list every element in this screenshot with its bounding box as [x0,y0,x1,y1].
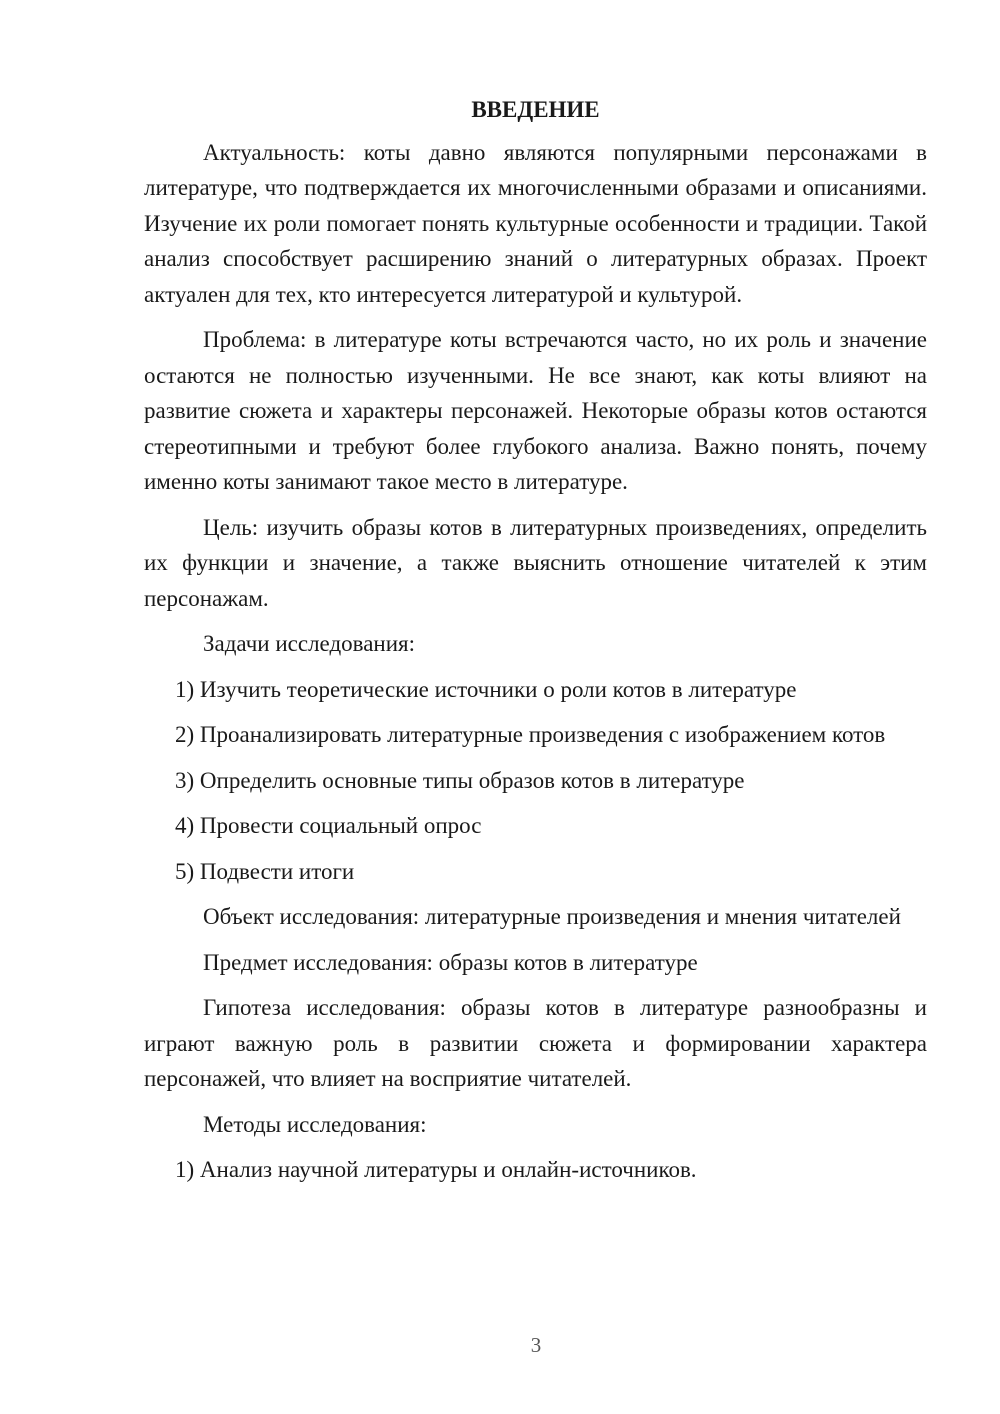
goal-paragraph: Цель: изучить образы котов в литературных произведениях, определить их функции и значение, а также выяснить отношение читателей к этим персонажам. [144,514,927,611]
page-number: 3 [530,1333,542,1357]
methods-heading: Методы исследования: [203,1111,427,1137]
task-item-1: 1) Изучить теоретические источники о роли котов в литературе [175,676,797,702]
page-title: ВВЕДЕНИЕ [471,97,600,122]
task-item-4: 4) Провести социальный опрос [175,813,482,838]
relevance-paragraph: Актуальность: коты давно являются популярными персонажами в литературе, что подтверждается их многочисленными образами и описаниями. Изучение их роли помогает понять культурные особенности и традиции. Такой анализ способствует расширению знаний о литературных образах. Проект актуален для тех, кто интересуется литературой и культурой. [144,139,927,307]
problem-paragraph: Проблема: в литературе коты встречаются часто, но их роль и значение остаются не полностью изученными. Не все знают, как коты влияют на развитие сюжета и характеры персонажей. Некоторые образы котов остаются стереотипными и требуют более глубокого анализа. Важно понять, почему именно коты занимают такое место в литературе. [144,327,927,494]
method-item-1: 1) Анализ научной литературы и онлайн-источников. [175,1157,697,1182]
hypothesis-paragraph: Гипотеза исследования: образы котов в литературе разнообразны и играют важную роль в развитии сюжета и формировании характера персонажей, что влияет на восприятие читателей. [144,995,927,1091]
document-page [144,92,927,1198]
tasks-heading: Задачи исследования: [203,631,416,656]
task-item-3: 3) Определить основные типы образов котов в литературе [175,767,745,793]
task-item-5: 5) Подвести итоги [175,858,355,884]
subject-paragraph: Предмет исследования: образы котов в литературе [203,949,698,975]
object-paragraph: Объект исследования: литературные произведения и мнения читателей [203,904,901,929]
task-item-2: 2) Проанализировать литературные произведения с изображением котов [175,722,886,747]
